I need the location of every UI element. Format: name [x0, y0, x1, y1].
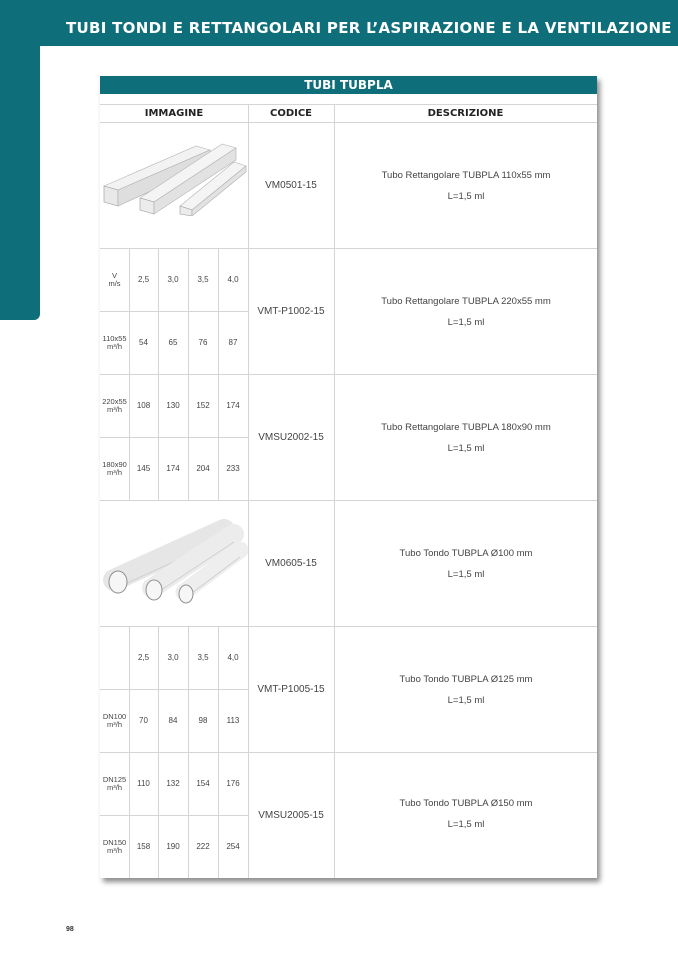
flow-row-label [100, 374, 129, 437]
product-description [335, 674, 597, 706]
flow-cell: 110 [137, 779, 150, 788]
product-code: VMSU2005-15 [258, 810, 324, 821]
product-description [335, 170, 597, 202]
flow-row-label-1: DN100 [102, 711, 127, 721]
page-number: 98 [66, 926, 74, 933]
description-text: Tubo Tondo TUBPLA Ø100 mm [399, 548, 533, 559]
flow-row-label-2: m³/h [107, 404, 122, 414]
flow-cell: 152 [196, 401, 210, 410]
flow-row-label-1: 180x90 [102, 459, 127, 469]
product-code: VM0605-15 [265, 558, 317, 569]
flow-row-label [100, 311, 129, 374]
flow-cell: 154 [196, 779, 210, 788]
flow-cell: 65 [168, 338, 178, 347]
flow-cell: 113 [226, 716, 240, 725]
flow-row-label-2: m³/h [107, 467, 122, 477]
description-text: Tubo Rettangolare TUBPLA 180x90 mm [381, 422, 551, 433]
flow-row-label [100, 689, 129, 752]
flow-cell: 190 [166, 842, 180, 851]
flow-header-label [100, 248, 129, 311]
flow-cell: 222 [196, 842, 210, 851]
flow-row-label-2: m³/h [107, 341, 122, 351]
flow-cell: 3,5 [197, 653, 209, 662]
flow-cell: 145 [136, 464, 151, 473]
product-description [335, 296, 597, 328]
col-divider [334, 104, 335, 878]
description-length: L=1,5 ml [447, 443, 485, 454]
flow-cell: 3,0 [167, 275, 179, 284]
flow-row-label-1: 110x55 [102, 333, 127, 343]
flow-cell: 70 [139, 716, 148, 725]
flow-cell: 204 [196, 464, 210, 473]
flow-cell: 3,0 [167, 653, 179, 662]
description-length: L=1,5 ml [447, 819, 485, 830]
round-duct-image [100, 516, 248, 616]
description-text: Tubo Rettangolare TUBPLA 220x55 mm [381, 296, 551, 307]
flow-cell: 130 [166, 401, 180, 410]
flow-row-label-1: DN125 [102, 774, 127, 784]
flow-cell: 4,0 [227, 653, 239, 662]
flow-row-label-2: m³/h [107, 782, 122, 792]
table-title: TUBI TUBPLA [100, 76, 597, 94]
flow-cell: 132 [166, 779, 180, 788]
product-description [335, 422, 597, 454]
flow-row-label-1: DN150 [102, 837, 127, 847]
description-length: L=1,5 ml [447, 569, 485, 580]
description-length: L=1,5 ml [447, 695, 485, 706]
flow-row-label [100, 815, 129, 878]
side-band [0, 46, 40, 320]
rectangular-duct-image [100, 136, 248, 216]
flow-header-label-1: V [111, 270, 117, 280]
header-description: DESCRIZIONE [427, 108, 504, 119]
product-table [100, 76, 597, 878]
row-divider [100, 500, 597, 501]
flow-cell: 176 [226, 779, 240, 788]
flow-cell: 4,0 [227, 275, 239, 284]
flow-cell: 54 [139, 338, 148, 347]
flow-cell: 2,5 [137, 653, 150, 662]
header-image: IMMAGINE [144, 108, 204, 119]
description-text: Tubo Rettangolare TUBPLA 110x55 mm [381, 170, 551, 181]
product-code: VMSU2002-15 [258, 432, 324, 443]
flow-row-label-1: 220x55 [102, 396, 127, 406]
flow-cell: 84 [168, 716, 178, 725]
flow-row-label [100, 752, 129, 815]
description-text: Tubo Tondo TUBPLA Ø125 mm [399, 674, 533, 685]
flow-cell: 254 [226, 842, 240, 851]
product-code: VM0501-15 [265, 180, 317, 191]
flow-row-label-2: m³/h [107, 719, 122, 729]
flow-cell: 174 [166, 464, 180, 473]
row-divider [100, 122, 597, 123]
flow-cell: 174 [226, 401, 240, 410]
flow-cell: 87 [228, 338, 238, 347]
description-length: L=1,5 ml [447, 191, 485, 202]
flow-cell: 76 [198, 338, 208, 347]
product-code: VMT-P1005-15 [257, 684, 325, 695]
col-divider [248, 104, 249, 878]
page-title: TUBI TONDI E RETTANGOLARI PER L’ASPIRAZIONE E LA VENTILAZIONE [66, 19, 672, 37]
flow-row-label [100, 437, 129, 500]
description-text: Tubo Tondo TUBPLA Ø150 mm [399, 798, 533, 809]
product-description [335, 548, 597, 580]
row-divider [100, 104, 597, 105]
flow-row-label-2: m³/h [107, 845, 122, 855]
flow-header-label-2: m/s [108, 278, 121, 288]
description-length: L=1,5 ml [447, 317, 485, 328]
flow-cell: 2,5 [137, 275, 150, 284]
flow-cell: 233 [226, 464, 240, 473]
flow-cell: 3,5 [197, 275, 209, 284]
flow-cell: 108 [136, 401, 151, 410]
flow-cell: 98 [198, 716, 208, 725]
header-code: CODICE [269, 108, 313, 119]
product-code: VMT-P1002-15 [257, 306, 325, 317]
product-description [335, 798, 597, 830]
flow-cell: 158 [136, 842, 151, 851]
